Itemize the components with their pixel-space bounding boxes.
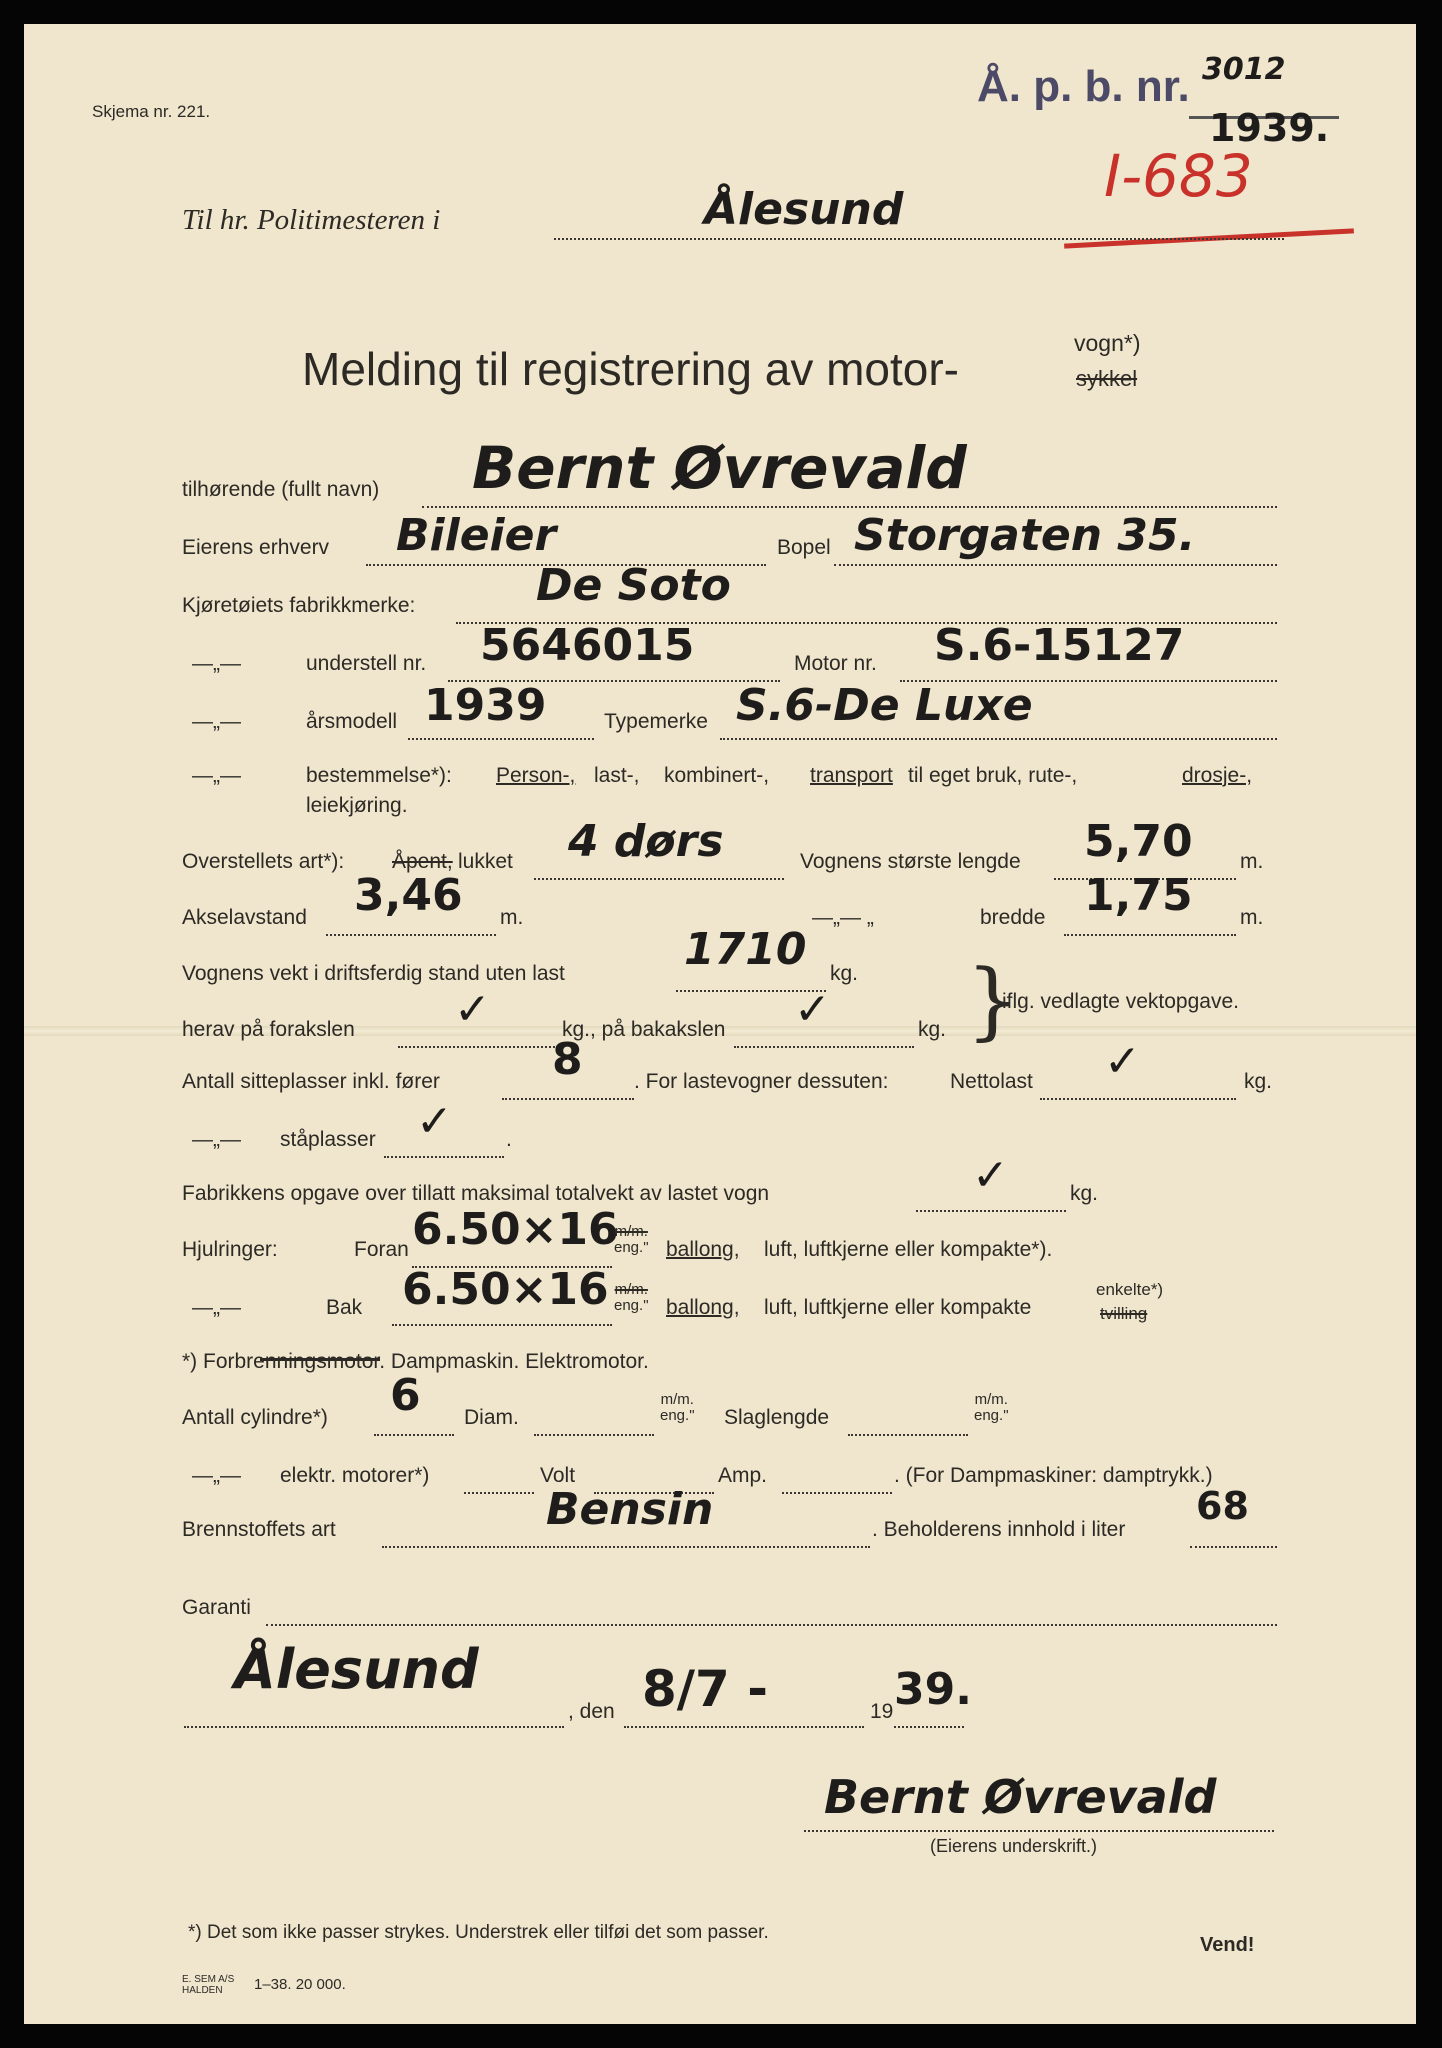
cargo-label: . For lastevogner dessuten:	[634, 1070, 889, 1093]
weight-report-note: iflg. vedlagte vektopgave.	[1002, 990, 1239, 1013]
motor-label: Motor nr.	[794, 652, 877, 675]
wheelbase-unit: m.	[500, 906, 524, 929]
wheelbase-label: Akselavstand	[182, 906, 307, 929]
address-value: Storgaten 35.	[854, 510, 1196, 561]
max-weight-unit: kg.	[1070, 1182, 1099, 1205]
tyres-label: Hjulringer:	[182, 1238, 278, 1261]
title-option-sykkel: sykkel	[1076, 366, 1138, 391]
stroke-label: Slaglengde	[724, 1406, 830, 1429]
net-load-value: ✓	[1104, 1036, 1141, 1087]
red-reference: I-683	[1104, 142, 1253, 210]
make-label: Kjøretøiets fabrikkmerke:	[182, 594, 416, 617]
purpose-drosje: drosje-,	[1182, 764, 1253, 787]
body-type-value: 4 dørs	[568, 816, 724, 867]
max-weight-value: ✓	[972, 1150, 1009, 1201]
body-type-apent: Åpent,	[392, 850, 453, 873]
purpose-transport: transport	[810, 764, 893, 787]
seats-label: Antall sitteplasser inkl. fører	[182, 1070, 440, 1093]
fuel-value: Bensin	[546, 1484, 714, 1535]
type-value: S.6-De Luxe	[736, 680, 1033, 731]
width-unit: m.	[1240, 906, 1264, 929]
form-number: Skjema nr. 221.	[92, 102, 211, 121]
amp-label: Amp.	[718, 1464, 768, 1487]
addressee-city: Ålesund	[704, 184, 904, 235]
apb-stamp: Å. p. b. nr.	[977, 62, 1190, 111]
type-label: Typemerke	[604, 710, 708, 733]
diameter-label: Diam.	[464, 1406, 519, 1429]
year-value: 1939	[424, 680, 547, 731]
engine-types: *) Forbrenningsmotor. Dampmaskin. Elektromotor.	[182, 1350, 649, 1373]
fuel-label: Brennstoffets art	[182, 1518, 336, 1541]
apb-number: 3012	[1202, 52, 1286, 87]
body-type-lukket: lukket	[458, 850, 513, 873]
turn-over-note: Vend!	[1200, 1934, 1255, 1956]
purpose-last: last-,	[594, 764, 640, 787]
motor-value: S.6-15127	[934, 620, 1185, 671]
ditto-mark: —„—	[192, 652, 241, 675]
occupation-label: Eierens erhverv	[182, 536, 330, 559]
year-label: årsmodell	[306, 710, 398, 733]
standing-value: ✓	[416, 1096, 453, 1147]
weight-label: Vognens vekt i driftsferdig stand uten last	[182, 962, 565, 985]
tyres-rear-label: Bak	[326, 1296, 363, 1319]
tank-label: . Beholderens innhold i liter	[872, 1518, 1126, 1541]
signing-place: Ålesund	[234, 1638, 479, 1701]
address-label: Bopel	[777, 536, 831, 559]
tyres-types: luft, luftkjerne eller kompakte*).	[764, 1238, 1053, 1261]
tyres-front-label: Foran	[354, 1238, 409, 1261]
cylinders-label: Antall cylindre*)	[182, 1406, 328, 1429]
body-type-label: Overstellets art*):	[182, 850, 345, 873]
ditto-mark: —„—	[192, 764, 241, 787]
register-year: 1939.	[1209, 106, 1330, 150]
seats-value: 8	[552, 1034, 583, 1085]
length-unit: m.	[1240, 850, 1264, 873]
max-weight-label: Fabrikkens opgave over tillatt maksimal totalvekt av lastet vogn	[182, 1182, 770, 1205]
printer-mark: E. SEM A/S HALDEN	[182, 1974, 235, 1996]
purpose-person: Person-,	[496, 764, 576, 787]
tyres-ballong: ballong,	[666, 1238, 740, 1261]
year-prefix: 19	[870, 1700, 894, 1723]
tyres-rear-value: 6.50×16	[402, 1264, 609, 1315]
tyres-tvilling: tvilling	[1100, 1304, 1148, 1323]
width-label: bredde	[980, 906, 1046, 929]
width-value: 1,75	[1084, 870, 1193, 921]
owner-name-label: tilhørende (fullt navn)	[182, 478, 380, 501]
electric-motors-label: elektr. motorer*)	[280, 1464, 430, 1487]
ditto-mark: —„—	[192, 1128, 241, 1151]
chassis-label: understell nr.	[306, 652, 427, 675]
document-page: Skjema nr. 221. Å. p. b. nr. 3012 1939. I-683 Til hr. Politimesteren i Ålesund Melding til registrering av motor- vogn*) sykkel tilhørende (fullt navn) Bernt Øvrevald Eierens erhverv Bileier Bopel Storgaten 35. Kjøretøiets fabrikkmerke: De Soto —„— understell nr. 5646015 Motor nr. S.6-15127 —„— årsmodell 1939 Typemerke S.6-De Luxe —„— bestemmelse*): Person-, last-, kombinert-, transport til eget bruk, rute-, drosje-, leiekjøring. Overstellets art*): Åpent, lukket 4 dørs Vognens største lengde 5,70 m. Akselavstand 3,46 m. —„— „ bredde 1,75 m. Vognens vekt i driftsferdig stand uten last 1710 kg. herav på forakslen ✓ kg., på bakakslen ✓ kg. } iflg. vedlagte vektopgave. Antall sitteplasser inkl. fører 8 . For lastevogner dessuten: Nettolast ✓ kg. —„— ståplasser ✓ . Fabrikkens opgave over tillatt maksimal totalvekt av lastet vogn ✓ kg. Hjulringer: Foran 6.50×16 m/m. eng." ballong, luft, luftkjerne eller kompakte*). —„— Bak 6.50×16 m/m. eng." ballong, luft, luftkjerne eller kompakte enkelte*) tvilling *) Forbrenningsmotor. Dampmaskin. Elektromotor. Antall cylindre*) 6 Diam. m/m. eng." Slaglengde m/m. eng." —„— elektr. motorer*) Volt Amp. . (For Dampmaskiner: damptrykk.) Brennstoffets art Bensin . Beholderens innhold i liter 68 Garanti Ålesund , den 8/7 - 19 39. Bernt Øvrevald (Eierens underskrift.) *) Det som ikke passer strykes. Understrek eller tilføi det som passer. Vend! E. SEM A/S HALDEN 1–38. 20 000.	[24, 24, 1416, 2024]
ditto-mark: —„—	[192, 710, 241, 733]
make-value: De Soto	[536, 560, 731, 611]
print-run: 1–38. 20 000.	[254, 1976, 346, 1993]
ditto-mark: —„—	[192, 1464, 241, 1487]
purpose-label: bestemmelse*):	[306, 764, 452, 787]
tyres-types-rear: luft, luftkjerne eller kompakte	[764, 1296, 1032, 1319]
weight-unit: kg.	[830, 962, 859, 985]
owner-signature-label: (Eierens underskrift.)	[930, 1836, 1098, 1856]
length-value: 5,70	[1084, 816, 1193, 867]
tank-value: 68	[1196, 1484, 1249, 1528]
wheelbase-value: 3,46	[354, 870, 463, 921]
purpose-middle: til eget bruk, rute-,	[908, 764, 1078, 787]
title-option-vogn: vogn*)	[1074, 330, 1141, 356]
form-title: Melding til registrering av motor-	[302, 343, 960, 395]
tyres-front-value: 6.50×16	[412, 1204, 619, 1255]
front-axle-value: ✓	[454, 984, 491, 1035]
steam-pressure-label: . (For Dampmaskiner: damptrykk.)	[894, 1464, 1213, 1487]
length-label: Vognens største lengde	[800, 850, 1021, 873]
front-axle-label: herav på forakslen	[182, 1018, 355, 1041]
purpose-leie: leiekjøring.	[306, 794, 408, 817]
volt-label: Volt	[540, 1464, 576, 1487]
tyres-enkelte: enkelte*)	[1096, 1280, 1164, 1299]
rear-axle-label: kg., på bakakslen	[562, 1018, 726, 1041]
net-load-unit: kg.	[1244, 1070, 1273, 1093]
ditto-mark: —„— „	[812, 906, 874, 929]
chassis-value: 5646015	[480, 620, 695, 671]
weight-value: 1710	[684, 924, 807, 975]
guarantee-label: Garanti	[182, 1596, 251, 1619]
purpose-kombinert: kombinert-,	[664, 764, 770, 787]
occupation-value: Bileier	[396, 510, 557, 561]
addressee-label: Til hr. Politimesteren i	[182, 204, 441, 236]
rear-axle-unit: kg.	[918, 1018, 947, 1041]
cylinders-value: 6	[390, 1370, 421, 1421]
signing-year: 39.	[894, 1664, 972, 1715]
standing-label: ståplasser	[280, 1128, 376, 1151]
signing-date: 8/7 -	[642, 1660, 769, 1718]
owner-signature: Bernt Øvrevald	[824, 1770, 1217, 1824]
date-prefix: , den	[568, 1700, 615, 1723]
rear-axle-value: ✓	[794, 984, 831, 1035]
net-load-label: Nettolast	[950, 1070, 1033, 1093]
tyres-ballong-rear: ballong,	[666, 1296, 740, 1319]
owner-name: Bernt Øvrevald	[472, 434, 967, 502]
footnote: *) Det som ikke passer strykes. Understrek eller tilføi det som passer.	[188, 1922, 769, 1943]
ditto-mark: —„—	[192, 1296, 241, 1319]
